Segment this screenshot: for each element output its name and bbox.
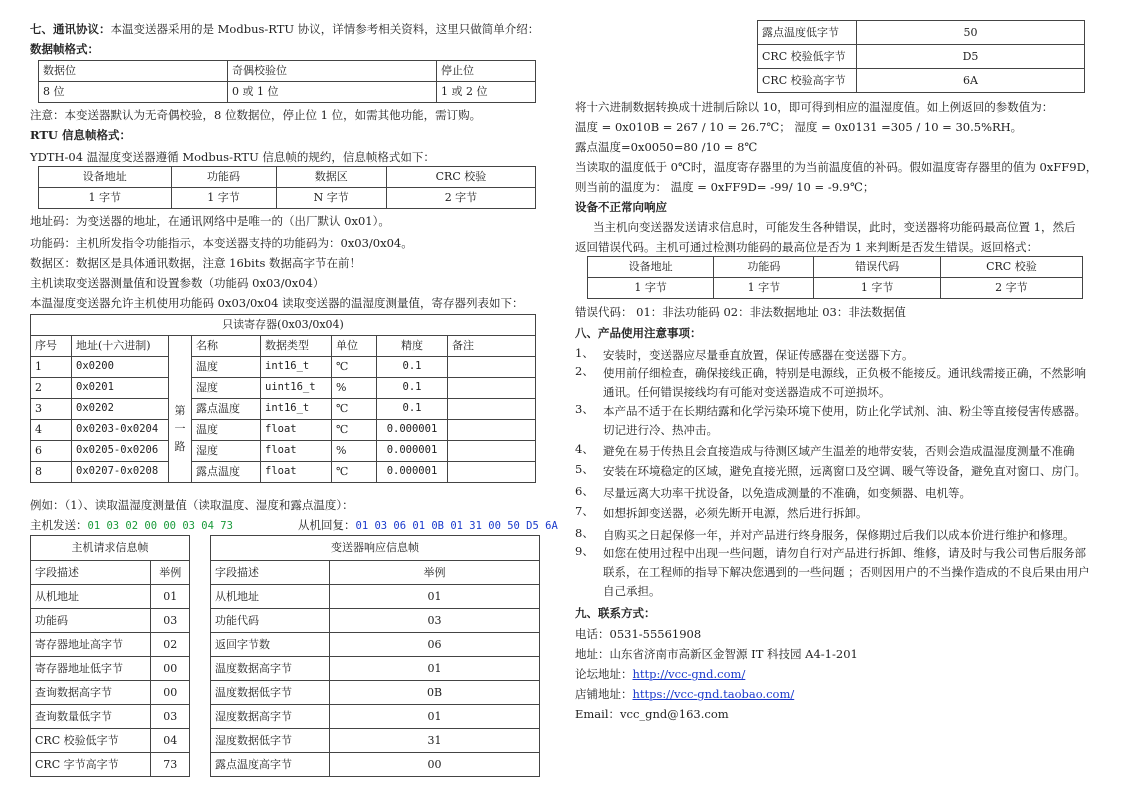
error-header-func: 功能码 (714, 257, 814, 278)
rtu-value-func: 1 字节 (171, 188, 276, 209)
table-row: 6 0x0205-0x0206 湿度 float % 0.000001 (31, 441, 536, 462)
table-row: 3 0x0202 露点温度 int16_t ℃ 0.1 (31, 399, 536, 420)
response-table-continued (757, 20, 1085, 93)
convert-desc: 将十六进制数据转换成十进制后除以 10，即可得到相应的温湿度值。如上例返回的参数值为： (575, 100, 1054, 114)
negative-desc-2: 则当前的温度为： 温度 = 0xFF9D= -99/ 10 = -9.9℃； (575, 180, 875, 194)
reg-header-type: 数据类型 (261, 336, 332, 357)
channel-label: 第 一 路 (169, 336, 192, 483)
addr-desc: 地址码：为变送器的地址，在通讯网络中是唯一的（出厂默认 0x01）。 (30, 214, 390, 228)
error-header-code: 错误代码 (814, 257, 940, 278)
rtu-value-crc: 2 字节 (386, 188, 535, 209)
rtu-desc: YDTH-04 温湿度变送器遵循 Modbus-RTU 信息帧的规约，信息帧格式如下： (30, 150, 435, 164)
rtu-header-func: 功能码 (171, 167, 276, 188)
table-row: CRC 校验低字节 04 (31, 729, 190, 753)
list-item: 4、 避免在易于传热且会直接造成与待测区域产生温差的地带安装，否则会造成温湿度测量不准确 (575, 442, 1075, 458)
list-item: 1、 安装时，变送器应尽量垂直放置，保证传感器在变送器下方。 (575, 346, 914, 362)
frame-format-title: 数据帧格式： (30, 42, 99, 56)
abnormal-desc-1: 当主机向变送器发送请求信息时，可能发生各种错误，此时，变送器将功能码最高位置 1，然后 (593, 220, 1076, 234)
table-row: 寄存器地址低字节 00 (31, 657, 190, 681)
reg-header-no: 序号 (31, 336, 72, 357)
func-desc: 功能码：主机所发指令功能指示，本变送器支持的功能码为：0x03/0x04。 (30, 236, 413, 250)
negative-desc-1: 当读取的温度低于 0℃时，温度寄存器里的为当前温度值的补码。假如温度寄存器里的值为 0xFF9D， (575, 160, 1098, 174)
error-value-addr: 1 字节 (588, 278, 714, 299)
read-title: 主机读取变送器测量值和设置参数（功能码 0x03/0x04） (30, 276, 325, 290)
section-7-intro: 本温变送器采用的是 Modbus-RTU 协议，详情参考相关资料，这里只做简单介绍： (110, 22, 540, 36)
forum-line: 论坛地址：http://vcc-gnd.com/ (575, 667, 746, 681)
email-line: Email：vcc_gnd@163.com (575, 707, 729, 721)
error-value-func: 1 字节 (714, 278, 814, 299)
slave-reply-label: 从机回复： (298, 518, 356, 532)
register-table (30, 314, 536, 483)
rtu-header-data: 数据区 (276, 167, 386, 188)
frame-value-stop: 1 或 2 位 (437, 82, 536, 103)
read-desc: 本温湿度变送器允许主机使用功能码 0x03/0x04 读取变送器的温湿度测量值，寄存器列表如下： (30, 296, 524, 310)
table-row: 从机地址 01 (31, 585, 190, 609)
rtu-table (38, 166, 536, 209)
table-row: CRC 校验低字节 D5 (758, 45, 1085, 69)
reg-header-remark: 备注 (448, 336, 536, 357)
table-row: 功能代码 03 (211, 609, 540, 633)
table-row: 返回字节数 06 (211, 633, 540, 657)
frame-header-parity: 奇偶校验位 (228, 61, 437, 82)
address-text: 山东省济南市高新区金智源 IT 科技园 A4-1-201 (609, 647, 858, 661)
shop-link[interactable]: https://vcc-gnd.taobao.com/ (632, 687, 795, 701)
section-8-heading: 八、产品使用注意事项： (575, 326, 702, 340)
table-row: 湿度数据低字节 31 (211, 729, 540, 753)
frame-value-parity: 0 或 1 位 (228, 82, 437, 103)
reg-header-name: 名称 (192, 336, 261, 357)
abnormal-title: 设备不正常向响应 (575, 200, 667, 214)
table-row: 温度数据低字节 0B (211, 681, 540, 705)
table-row: 寄存器地址高字节 02 (31, 633, 190, 657)
example-title: 例如：（1）、读取温湿度测量值（读取温度、湿度和露点温度）： (30, 498, 354, 512)
phone-line: 电话：0531-55561908 (575, 627, 702, 641)
table-row: 从机地址 01 (211, 585, 540, 609)
frame-format-table (38, 60, 536, 103)
table-row: CRC 字节高字节 73 (31, 753, 190, 777)
reg-header-addr: 地址(十六进制) (72, 336, 169, 357)
error-table (587, 256, 1083, 299)
list-item: 3、 本产品不适于在长期结露和化学污染环境下使用，防止化学试剂、油、粉尘等直接侵害传感器。切记进行冷、热冲击。 (575, 402, 1086, 437)
data-desc: 数据区：数据区是具体通讯数据，注意 16bits 数据高字节在前！ (30, 256, 362, 270)
section-9-heading: 九、联系方式： (575, 606, 656, 620)
slave-reply-value: 01 03 06 01 0B 01 31 00 50 D5 6A (355, 520, 558, 532)
register-table-title: 只读寄存器(0x03/0x04) (31, 315, 536, 336)
reg-header-precision: 精度 (377, 336, 448, 357)
table-row: 2 0x0201 湿度 uint16_t % 0.1 (31, 378, 536, 399)
table-row: CRC 校验高字节 6A (758, 69, 1085, 93)
error-value-crc: 2 字节 (940, 278, 1082, 299)
list-item: 2、 使用前仔细检查，确保接线正确，特别是电源线，正负极不能接反。通讯线需接正确，不然影响通讯。任何错误接线均有可能对变送器造成不可逆损坏。 (575, 364, 1086, 399)
table-row: 查询数据高字节 00 (31, 681, 190, 705)
table-row: 1 0x0200 温度 int16_t ℃ 0.1 (31, 357, 536, 378)
rtu-title: RTU 信息帧格式： (30, 128, 131, 142)
frame-header-stop: 停止位 (437, 61, 536, 82)
error-header-crc: CRC 校验 (940, 257, 1082, 278)
rtu-value-addr: 1 字节 (39, 188, 172, 209)
host-table-title: 主机请求信息帧 (31, 536, 190, 561)
reg-header-unit: 单位 (332, 336, 377, 357)
address-line: 地址：山东省济南市高新区金智源 IT 科技园 A4-1-201 (575, 647, 858, 661)
slave-reply-line (298, 518, 558, 533)
table-row: 湿度数据高字节 01 (211, 705, 540, 729)
frame-header-databit: 数据位 (39, 61, 228, 82)
rtu-value-data: N 字节 (276, 188, 386, 209)
list-item: 7、 如想拆卸变送器，必须先断开电源，然后进行拆卸。 (575, 504, 868, 520)
list-item: 9、 如您在使用过程中出现一些问题，请勿自行对产品进行拆卸、维修，请及时与我公司售后服务部联系，在工程师的指导下解决您遇到的一些问题 ；否则因用户的不当操作造成的不良后果由用户自己承担。 (575, 544, 1090, 598)
table-row: 8 0x0207-0x0208 露点温度 float ℃ 0.000001 (31, 462, 536, 483)
table-row: 露点温度高字节 00 (211, 753, 540, 777)
error-codes: 错误代码： 01：非法功能码 02：非法数据地址 03：非法数据值 (575, 305, 906, 319)
convert-line-1: 温度 = 0x010B = 267 / 10 = 26.7℃； 湿度 = 0x0131 =305 / 10 = 30.5%RH。 (575, 120, 1023, 134)
frame-value-databit: 8 位 (39, 82, 228, 103)
parity-note: 注意：本变送器默认为无奇偶校验，8 位数据位，停止位 1 位，如需其他功能，需订购。 (30, 108, 482, 122)
error-header-addr: 设备地址 (588, 257, 714, 278)
abnormal-desc-2: 返回错误代码。主机可通过检测功能码的最高位是否为 1 来判断是否发生错误。返回格式： (575, 240, 1039, 254)
table-row: 查询数量低字节 03 (31, 705, 190, 729)
list-item: 5、 安装在环境稳定的区域，避免直接光照，远离窗口及空调、暖气等设备，避免直对窗口、房门。 (575, 462, 1086, 478)
table-row: 温度数据高字节 01 (211, 657, 540, 681)
host-send-line (30, 518, 233, 533)
section-7-heading: 七、通讯协议： (30, 22, 111, 36)
host-send-label: 主机发送： (30, 518, 88, 532)
shop-line: 店铺地址：https://vcc-gnd.taobao.com/ (575, 687, 795, 701)
list-item: 6、 尽量远离大功率干扰设备，以免造成测量的不准确，如变频器、电机等。 (575, 484, 971, 500)
error-value-code: 1 字节 (814, 278, 940, 299)
phone-number: 0531-55561908 (609, 627, 702, 641)
rtu-header-addr: 设备地址 (39, 167, 172, 188)
email-address: vcc_gnd@163.com (620, 707, 729, 721)
rtu-header-crc: CRC 校验 (386, 167, 535, 188)
forum-link[interactable]: http://vcc-gnd.com/ (632, 667, 746, 681)
table-row: 功能码 03 (31, 609, 190, 633)
section-7-line (30, 22, 539, 36)
table-row: 4 0x0203-0x0204 温度 float ℃ 0.000001 (31, 420, 536, 441)
table-row: 露点温度低字节 50 (758, 21, 1085, 45)
convert-line-2: 露点温度=0x0050=80 /10 = 8℃ (575, 140, 758, 154)
response-table: 变送器响应信息帧 字段描述 举例 从机地址 01 功能代码 03 返回字节数 06 温度数据高字节 01 温度数据低字节 0B 湿度数据高字节 01 湿度数据低字节 31 露点温度高字节 00 (210, 535, 540, 777)
resp-table-title: 变送器响应信息帧 (211, 536, 540, 561)
host-request-table: 主机请求信息帧 字段描述 举例 从机地址 01 功能码 03 寄存器地址高字节 02 寄存器地址低字节 00 查询数据高字节 00 查询数量低字节 03 CRC 校验低字节 04 CRC 字节高字节 73 (30, 535, 190, 777)
host-send-value: 01 03 02 00 00 03 04 73 (87, 520, 233, 532)
list-item: 8、 自购买之日起保修一年，并对产品进行终身服务，保修期过后我们以成本价进行维护和修理。 (575, 526, 1075, 542)
